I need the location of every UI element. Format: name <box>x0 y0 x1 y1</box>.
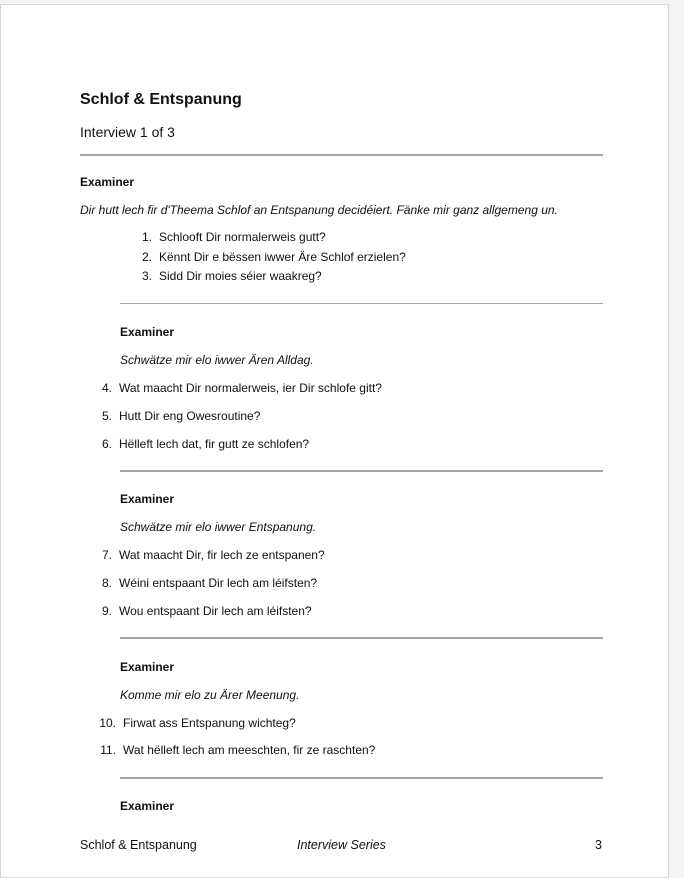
section-intro: Dir hutt lech fir d'Theema Schlof an Entspanung decidéiert. Fänke mir ganz allgemeng un. <box>80 203 558 217</box>
section-divider <box>120 303 603 304</box>
section-divider <box>120 777 603 779</box>
question-item: 9. Wou entspaant Dir lech am léifsten? <box>101 604 312 618</box>
page-number: 3 <box>595 838 602 852</box>
document-page <box>0 4 669 878</box>
footer-title: Schlof & Entspanung <box>80 838 197 852</box>
question-item: 3. Sidd Dir moies séier waakreg? <box>141 269 322 283</box>
footer-series: Interview Series <box>297 838 386 852</box>
section-intro: Schwätze mir elo iwwer Ären Alldag. <box>120 353 314 367</box>
speaker-label: Examiner <box>120 325 175 339</box>
question-item: 10. Firwat ass Entspanung wichteg? <box>99 716 296 730</box>
section-intro: Schwätze mir elo iwwer Entspanung. <box>120 520 317 534</box>
question-item: 5. Hutt Dir eng Owesroutine? <box>101 409 261 423</box>
question-item: 11. Wat hëlleft lech am meeschten, fir ze raschten? <box>100 743 376 757</box>
question-item: 4. Wat maacht Dir normalerweis, ier Dir schlofe gitt? <box>101 381 382 395</box>
question-item: 7. Wat maacht Dir, fir lech ze entspanen? <box>101 548 325 562</box>
question-item: 6. Hëlleft lech dat, fir gutt ze schlofen? <box>101 437 310 451</box>
section-divider <box>120 470 603 472</box>
section-intro: Komme mir elo zu Ärer Meenung. <box>120 688 300 702</box>
speaker-label: Examiner <box>120 799 175 813</box>
section-divider <box>80 154 603 156</box>
question-item: 2. Kënnt Dir e bëssen iwwer Äre Schlof erzielen? <box>141 250 406 264</box>
question-item: 8. Wéini entspaant Dir lech am léifsten? <box>101 576 318 590</box>
section-divider <box>120 637 603 639</box>
speaker-label: Examiner <box>80 175 135 189</box>
speaker-label: Examiner <box>120 492 175 506</box>
document-title: Schlof & Entspanung <box>80 91 242 108</box>
speaker-label: Examiner <box>120 660 175 674</box>
question-item: 1. Schlooft Dir normalerweis gutt? <box>141 230 326 244</box>
document-subtitle: Interview 1 of 3 <box>80 124 175 140</box>
